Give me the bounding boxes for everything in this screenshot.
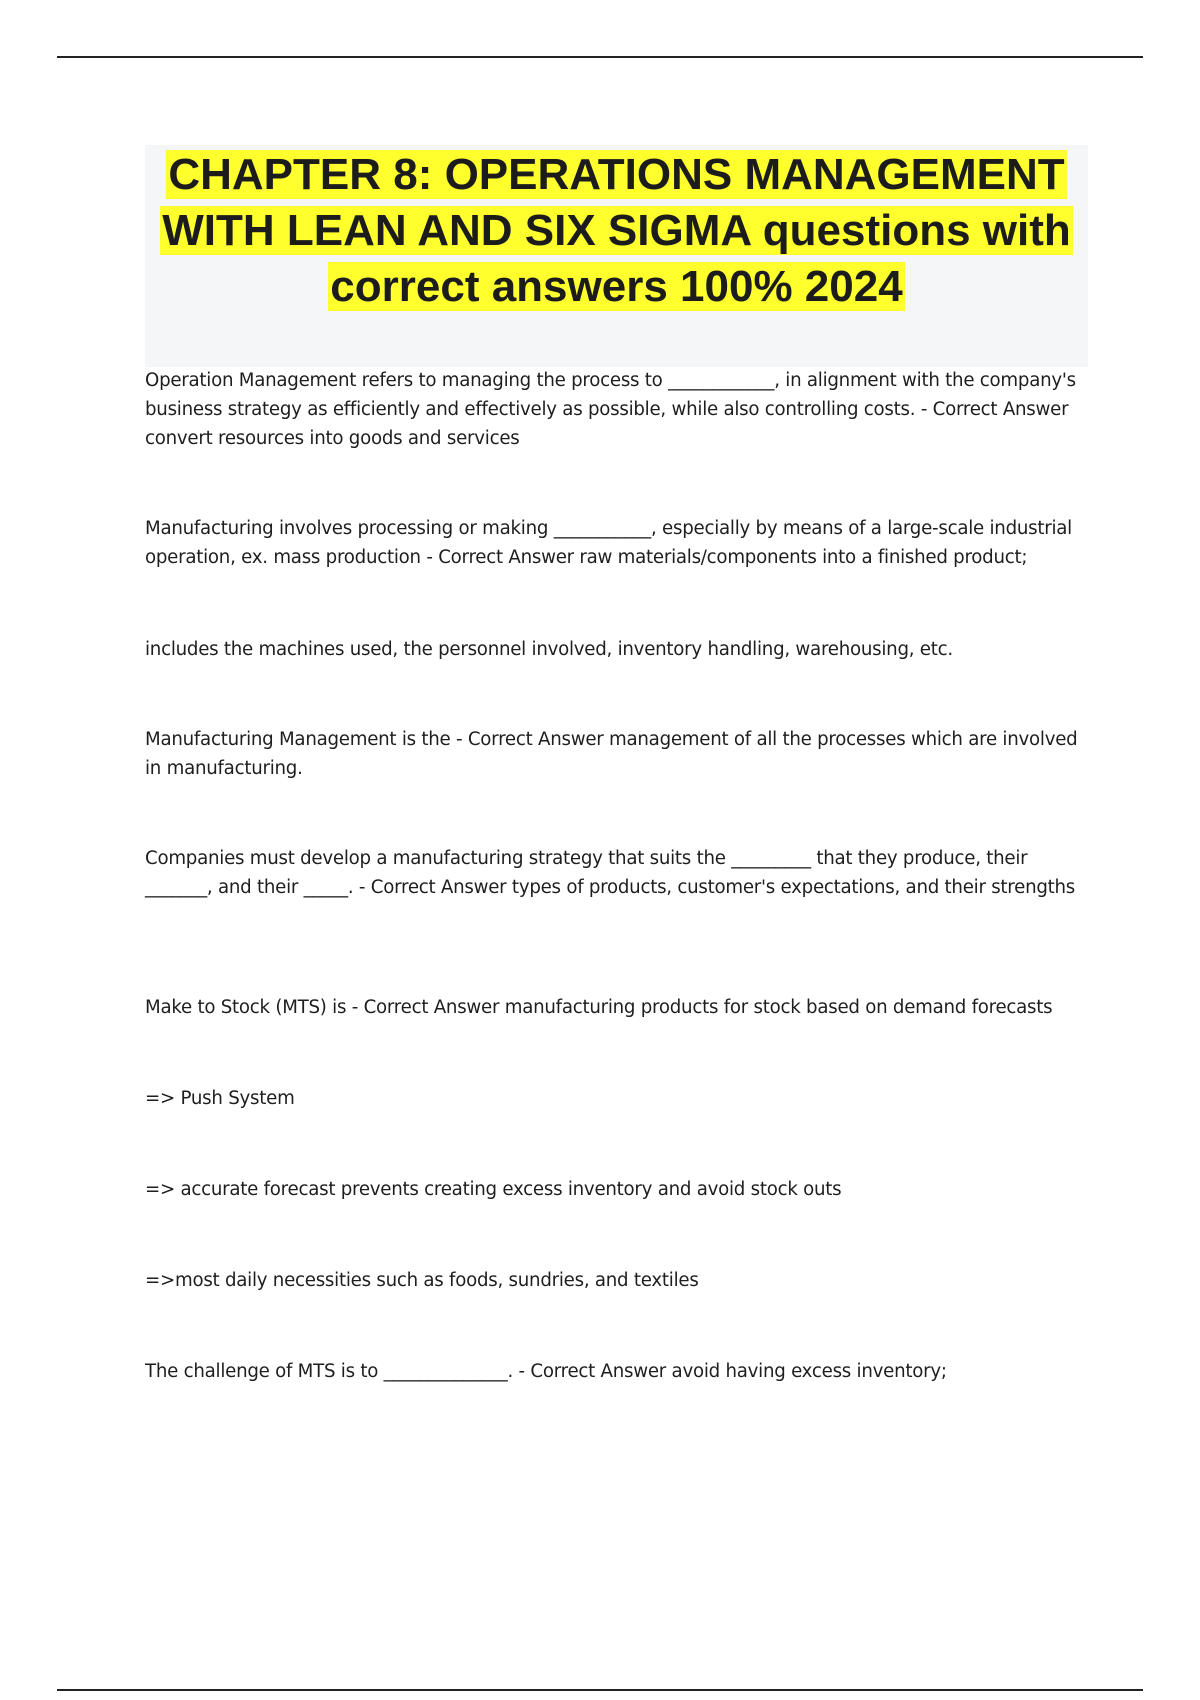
bottom-divider: [57, 1689, 1143, 1691]
entry-manufacturing-strategy: Companies must develop a manufacturing strategy that suits the _________ that they produce, their _______, and their _____. - Correct Answer types of products, customer's expectations, and their strengths: [145, 848, 1076, 898]
top-divider: [57, 56, 1143, 58]
document-title: [145, 145, 1088, 315]
title-highlight: CHAPTER 8: OPERATIONS MANAGEMENT WITH LEAN AND SIX SIGMA questions with correct answers 100% 2024: [162, 150, 1071, 311]
entry-make-to-stock: Make to Stock (MTS) is - Correct Answer manufacturing products for stock based on demand forecasts: [145, 997, 1053, 1018]
entry-accurate-forecast: => accurate forecast prevents creating excess inventory and avoid stock outs: [145, 1179, 842, 1200]
entry-manufacturing-management: Manufacturing Management is the - Correct Answer management of all the processes which are involved in manufacturing.: [145, 729, 1078, 779]
entry-mts-challenge: The challenge of MTS is to ______________. - Correct Answer avoid having excess inventory;: [145, 1361, 947, 1382]
entry-daily-necessities: =>most daily necessities such as foods, sundries, and textiles: [145, 1270, 699, 1291]
entry-operation-management: Operation Management refers to managing the process to ____________, in alignment with the company's business strategy as efficiently and effectively as possible, while also controlling costs. - Correct Answer convert resources into goods and services: [145, 370, 1076, 449]
title-block: [145, 145, 1088, 367]
entry-manufacturing: Manufacturing involves processing or making ___________, especially by means of a large-scale industrial operation, ex. mass production - Correct Answer raw materials/components into a finished product;: [145, 518, 1072, 568]
entry-manufacturing-includes: includes the machines used, the personnel involved, inventory handling, warehousing, etc.: [145, 639, 953, 660]
entry-push-system: => Push System: [145, 1088, 295, 1109]
